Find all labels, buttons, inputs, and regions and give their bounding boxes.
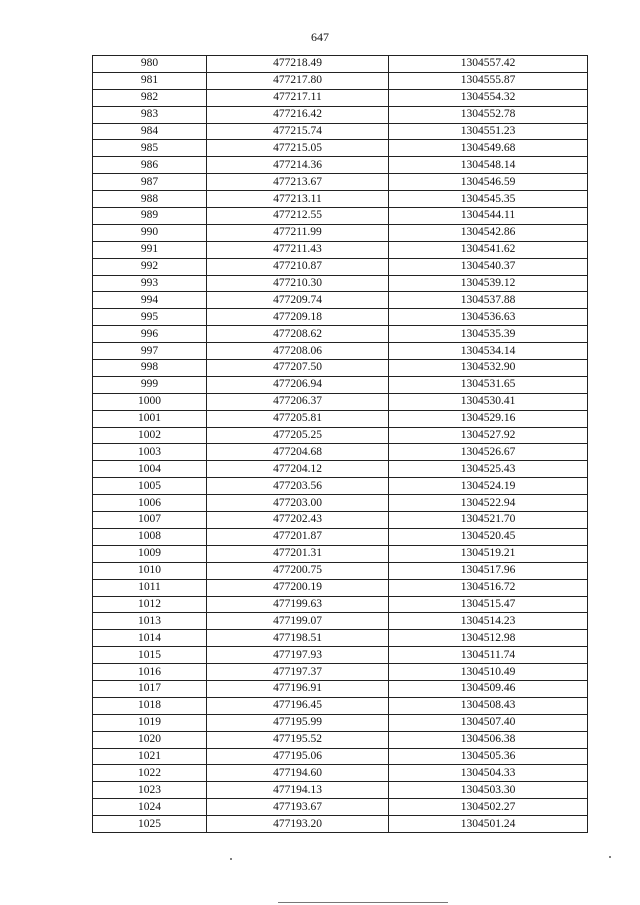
scan-speck	[609, 856, 611, 858]
x-coordinate-cell: 477204.68	[207, 444, 389, 461]
point-number-cell: 1010	[93, 562, 207, 579]
table-row	[93, 748, 588, 765]
x-coordinate-cell: 477195.06	[207, 748, 389, 765]
table-row	[93, 292, 588, 309]
x-coordinate-cell: 477197.37	[207, 664, 389, 681]
x-coordinate-cell: 477203.00	[207, 495, 389, 512]
scan-speck	[230, 858, 232, 860]
x-coordinate-cell: 477202.43	[207, 512, 389, 529]
table-row	[93, 562, 588, 579]
table-row	[93, 528, 588, 545]
y-coordinate-cell: 1304516.72	[389, 579, 588, 596]
point-number-cell: 1018	[93, 697, 207, 714]
page-number: 647	[311, 30, 329, 44]
y-coordinate-cell: 1304529.16	[389, 410, 588, 427]
y-coordinate-cell: 1304549.68	[389, 140, 588, 157]
x-coordinate-cell: 477206.37	[207, 393, 389, 410]
table-row	[93, 495, 588, 512]
x-coordinate-cell: 477204.12	[207, 461, 389, 478]
page-edge-line	[278, 902, 448, 903]
table-row	[93, 360, 588, 377]
point-number-cell: 1014	[93, 630, 207, 647]
y-coordinate-cell: 1304525.43	[389, 461, 588, 478]
x-coordinate-cell: 477201.87	[207, 528, 389, 545]
point-number-cell: 984	[93, 123, 207, 140]
x-coordinate-cell: 477205.81	[207, 410, 389, 427]
x-coordinate-cell: 477210.87	[207, 258, 389, 275]
y-coordinate-cell: 1304527.92	[389, 427, 588, 444]
x-coordinate-cell: 477218.49	[207, 56, 389, 73]
x-coordinate-cell: 477216.42	[207, 106, 389, 123]
table-row	[93, 72, 588, 89]
x-coordinate-cell: 477201.31	[207, 545, 389, 562]
point-number-cell: 1005	[93, 478, 207, 495]
x-coordinate-cell: 477208.62	[207, 326, 389, 343]
coordinates-table-body	[93, 56, 588, 833]
x-coordinate-cell: 477206.94	[207, 376, 389, 393]
point-number-cell: 997	[93, 343, 207, 360]
table-row	[93, 174, 588, 191]
table-row	[93, 343, 588, 360]
x-coordinate-cell: 477211.43	[207, 241, 389, 258]
table-row	[93, 545, 588, 562]
y-coordinate-cell: 1304507.40	[389, 714, 588, 731]
y-coordinate-cell: 1304534.14	[389, 343, 588, 360]
point-number-cell: 1019	[93, 714, 207, 731]
x-coordinate-cell: 477195.99	[207, 714, 389, 731]
y-coordinate-cell: 1304545.35	[389, 191, 588, 208]
y-coordinate-cell: 1304524.19	[389, 478, 588, 495]
table-row	[93, 123, 588, 140]
table-row	[93, 664, 588, 681]
y-coordinate-cell: 1304501.24	[389, 816, 588, 833]
table-row	[93, 258, 588, 275]
x-coordinate-cell: 477208.06	[207, 343, 389, 360]
y-coordinate-cell: 1304519.21	[389, 545, 588, 562]
x-coordinate-cell: 477215.74	[207, 123, 389, 140]
point-number-cell: 1012	[93, 596, 207, 613]
point-number-cell: 999	[93, 376, 207, 393]
x-coordinate-cell: 477196.45	[207, 697, 389, 714]
y-coordinate-cell: 1304548.14	[389, 157, 588, 174]
y-coordinate-cell: 1304542.86	[389, 224, 588, 241]
x-coordinate-cell: 477198.51	[207, 630, 389, 647]
table-row	[93, 393, 588, 410]
y-coordinate-cell: 1304532.90	[389, 360, 588, 377]
point-number-cell: 1022	[93, 765, 207, 782]
point-number-cell: 988	[93, 191, 207, 208]
table-row	[93, 799, 588, 816]
y-coordinate-cell: 1304512.98	[389, 630, 588, 647]
point-number-cell: 1002	[93, 427, 207, 444]
x-coordinate-cell: 477210.30	[207, 275, 389, 292]
point-number-cell: 1021	[93, 748, 207, 765]
table-row	[93, 714, 588, 731]
table-row	[93, 596, 588, 613]
point-number-cell: 1000	[93, 393, 207, 410]
x-coordinate-cell: 477205.25	[207, 427, 389, 444]
point-number-cell: 1006	[93, 495, 207, 512]
point-number-cell: 995	[93, 309, 207, 326]
point-number-cell: 1020	[93, 731, 207, 748]
point-number-cell: 989	[93, 208, 207, 225]
x-coordinate-cell: 477199.07	[207, 613, 389, 630]
table-row	[93, 697, 588, 714]
y-coordinate-cell: 1304535.39	[389, 326, 588, 343]
table-row	[93, 326, 588, 343]
y-coordinate-cell: 1304504.33	[389, 765, 588, 782]
x-coordinate-cell: 477213.11	[207, 191, 389, 208]
x-coordinate-cell: 477197.93	[207, 647, 389, 664]
x-coordinate-cell: 477217.11	[207, 89, 389, 106]
point-number-cell: 990	[93, 224, 207, 241]
point-number-cell: 985	[93, 140, 207, 157]
table-row	[93, 782, 588, 799]
y-coordinate-cell: 1304503.30	[389, 782, 588, 799]
coordinates-table-container	[92, 55, 587, 833]
y-coordinate-cell: 1304502.27	[389, 799, 588, 816]
point-number-cell: 980	[93, 56, 207, 73]
table-row	[93, 410, 588, 427]
y-coordinate-cell: 1304536.63	[389, 309, 588, 326]
x-coordinate-cell: 477194.60	[207, 765, 389, 782]
table-row	[93, 376, 588, 393]
x-coordinate-cell: 477193.67	[207, 799, 389, 816]
y-coordinate-cell: 1304544.11	[389, 208, 588, 225]
x-coordinate-cell: 477209.74	[207, 292, 389, 309]
y-coordinate-cell: 1304537.88	[389, 292, 588, 309]
y-coordinate-cell: 1304546.59	[389, 174, 588, 191]
y-coordinate-cell: 1304506.38	[389, 731, 588, 748]
point-number-cell: 982	[93, 89, 207, 106]
x-coordinate-cell: 477195.52	[207, 731, 389, 748]
table-row	[93, 224, 588, 241]
x-coordinate-cell: 477215.05	[207, 140, 389, 157]
y-coordinate-cell: 1304552.78	[389, 106, 588, 123]
table-row	[93, 444, 588, 461]
point-number-cell: 1015	[93, 647, 207, 664]
y-coordinate-cell: 1304526.67	[389, 444, 588, 461]
table-row	[93, 309, 588, 326]
x-coordinate-cell: 477207.50	[207, 360, 389, 377]
point-number-cell: 1007	[93, 512, 207, 529]
table-row	[93, 89, 588, 106]
y-coordinate-cell: 1304531.65	[389, 376, 588, 393]
x-coordinate-cell: 477200.75	[207, 562, 389, 579]
x-coordinate-cell: 477199.63	[207, 596, 389, 613]
table-row	[93, 275, 588, 292]
coordinates-table	[92, 55, 588, 833]
table-row	[93, 647, 588, 664]
point-number-cell: 1011	[93, 579, 207, 596]
x-coordinate-cell: 477209.18	[207, 309, 389, 326]
y-coordinate-cell: 1304520.45	[389, 528, 588, 545]
point-number-cell: 992	[93, 258, 207, 275]
point-number-cell: 994	[93, 292, 207, 309]
y-coordinate-cell: 1304555.87	[389, 72, 588, 89]
y-coordinate-cell: 1304554.32	[389, 89, 588, 106]
y-coordinate-cell: 1304510.49	[389, 664, 588, 681]
table-row	[93, 816, 588, 833]
point-number-cell: 1008	[93, 528, 207, 545]
point-number-cell: 993	[93, 275, 207, 292]
point-number-cell: 981	[93, 72, 207, 89]
point-number-cell: 1025	[93, 816, 207, 833]
y-coordinate-cell: 1304557.42	[389, 56, 588, 73]
table-row	[93, 680, 588, 697]
x-coordinate-cell: 477214.36	[207, 157, 389, 174]
y-coordinate-cell: 1304517.96	[389, 562, 588, 579]
point-number-cell: 1003	[93, 444, 207, 461]
point-number-cell: 1023	[93, 782, 207, 799]
y-coordinate-cell: 1304539.12	[389, 275, 588, 292]
table-row	[93, 140, 588, 157]
x-coordinate-cell: 477194.13	[207, 782, 389, 799]
x-coordinate-cell: 477193.20	[207, 816, 389, 833]
table-row	[93, 478, 588, 495]
x-coordinate-cell: 477196.91	[207, 680, 389, 697]
point-number-cell: 1024	[93, 799, 207, 816]
point-number-cell: 1017	[93, 680, 207, 697]
y-coordinate-cell: 1304505.36	[389, 748, 588, 765]
table-row	[93, 765, 588, 782]
x-coordinate-cell: 477217.80	[207, 72, 389, 89]
table-row	[93, 241, 588, 258]
table-row	[93, 579, 588, 596]
y-coordinate-cell: 1304541.62	[389, 241, 588, 258]
y-coordinate-cell: 1304508.43	[389, 697, 588, 714]
table-row	[93, 613, 588, 630]
table-row	[93, 427, 588, 444]
table-row	[93, 106, 588, 123]
x-coordinate-cell: 477212.55	[207, 208, 389, 225]
table-row	[93, 191, 588, 208]
table-row	[93, 512, 588, 529]
y-coordinate-cell: 1304515.47	[389, 596, 588, 613]
x-coordinate-cell: 477211.99	[207, 224, 389, 241]
table-row	[93, 56, 588, 73]
y-coordinate-cell: 1304540.37	[389, 258, 588, 275]
point-number-cell: 1009	[93, 545, 207, 562]
table-row	[93, 731, 588, 748]
point-number-cell: 983	[93, 106, 207, 123]
table-row	[93, 461, 588, 478]
y-coordinate-cell: 1304530.41	[389, 393, 588, 410]
point-number-cell: 1013	[93, 613, 207, 630]
point-number-cell: 996	[93, 326, 207, 343]
point-number-cell: 998	[93, 360, 207, 377]
y-coordinate-cell: 1304522.94	[389, 495, 588, 512]
point-number-cell: 987	[93, 174, 207, 191]
y-coordinate-cell: 1304551.23	[389, 123, 588, 140]
point-number-cell: 1016	[93, 664, 207, 681]
y-coordinate-cell: 1304521.70	[389, 512, 588, 529]
x-coordinate-cell: 477203.56	[207, 478, 389, 495]
point-number-cell: 1004	[93, 461, 207, 478]
table-row	[93, 208, 588, 225]
table-row	[93, 157, 588, 174]
y-coordinate-cell: 1304514.23	[389, 613, 588, 630]
x-coordinate-cell: 477213.67	[207, 174, 389, 191]
y-coordinate-cell: 1304509.46	[389, 680, 588, 697]
y-coordinate-cell: 1304511.74	[389, 647, 588, 664]
point-number-cell: 991	[93, 241, 207, 258]
x-coordinate-cell: 477200.19	[207, 579, 389, 596]
point-number-cell: 1001	[93, 410, 207, 427]
table-row	[93, 630, 588, 647]
point-number-cell: 986	[93, 157, 207, 174]
